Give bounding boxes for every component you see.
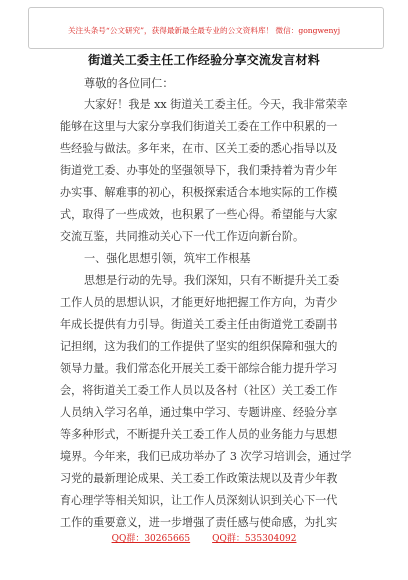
paragraph-line: 年成长提供有力引导。街道关工委主任由街道党工委副书	[60, 318, 338, 331]
paragraph-line: 办实事、解难事的初心，积极探索适合本地实际的工作模	[60, 186, 338, 199]
paragraph-line: 些经验与做法。多年来，在市、区关工委的悉心指导以及	[60, 142, 338, 155]
paragraph-line: 大家好！我是 xx 街道关工委主任。今天，我非常荣幸	[84, 98, 348, 111]
footer-qq-group-1: QQ群：30265665	[111, 534, 191, 544]
paragraph-line: 街道党工委、办事处的坚强领导下，我们秉持着为青少年	[60, 164, 338, 177]
paragraph-line: 境界。今年来，我们已成功举办了 3 次学习培训会，通过学	[60, 450, 352, 463]
footer-contact	[0, 533, 408, 545]
paragraph-line: 记担纲，这为我们的工作提供了坚实的组织保障和强大的	[60, 340, 338, 353]
paragraph-line: 式，取得了一些成效，也积累了一些心得。希望能与大家	[60, 208, 338, 221]
paragraph-line: 会，将街道关工委工作人员以及各村（社区）关工委工作	[60, 384, 338, 397]
paragraph-line: 工作的重要意义，进一步增强了责任感与使命感，为扎实	[60, 516, 338, 529]
header-banner-text: 关注头条号“公文研究”，获得最新最全最专业的公文资料库！ 微信：gongwenyj	[67, 26, 341, 35]
paragraph-line: 能够在这里与大家分享我们街道关工委在工作中积累的一	[60, 120, 338, 133]
paragraph-line: 人员纳入学习名单，通过集中学习、专题讲座、经验分享	[60, 406, 338, 419]
paragraph-line: 工作人员的思想认识，才能更好地把握工作方向，为青少	[60, 296, 338, 309]
paragraph-line: 育心理学等相关知识，让工作人员深刻认识到关心下一代	[60, 494, 338, 507]
paragraph-line: 思想是行动的先导。我们深知，只有不断提升关工委	[84, 274, 340, 287]
footer-qq-group-2: QQ群：535304092	[212, 534, 297, 544]
paragraph-line: 等多种形式，不断提升关工委工作人员的业务能力与思想	[60, 428, 338, 441]
section-heading: 一、强化思想引领，筑牢工作根基	[84, 252, 251, 265]
paragraph-line: 习党的最新理论成果、关工委工作政策法规以及青少年教	[60, 472, 338, 485]
salutation: 尊敬的各位同仁：	[84, 77, 174, 90]
document-title: 街道关工委主任工作经验分享交流发言材料	[88, 53, 320, 67]
paragraph-line: 领导力量。我们常态化开展关工委干部综合能力提升学习	[60, 362, 338, 375]
paragraph-line: 交流互鉴，共同推动关心下一代工作迈向新台阶。	[60, 230, 305, 243]
